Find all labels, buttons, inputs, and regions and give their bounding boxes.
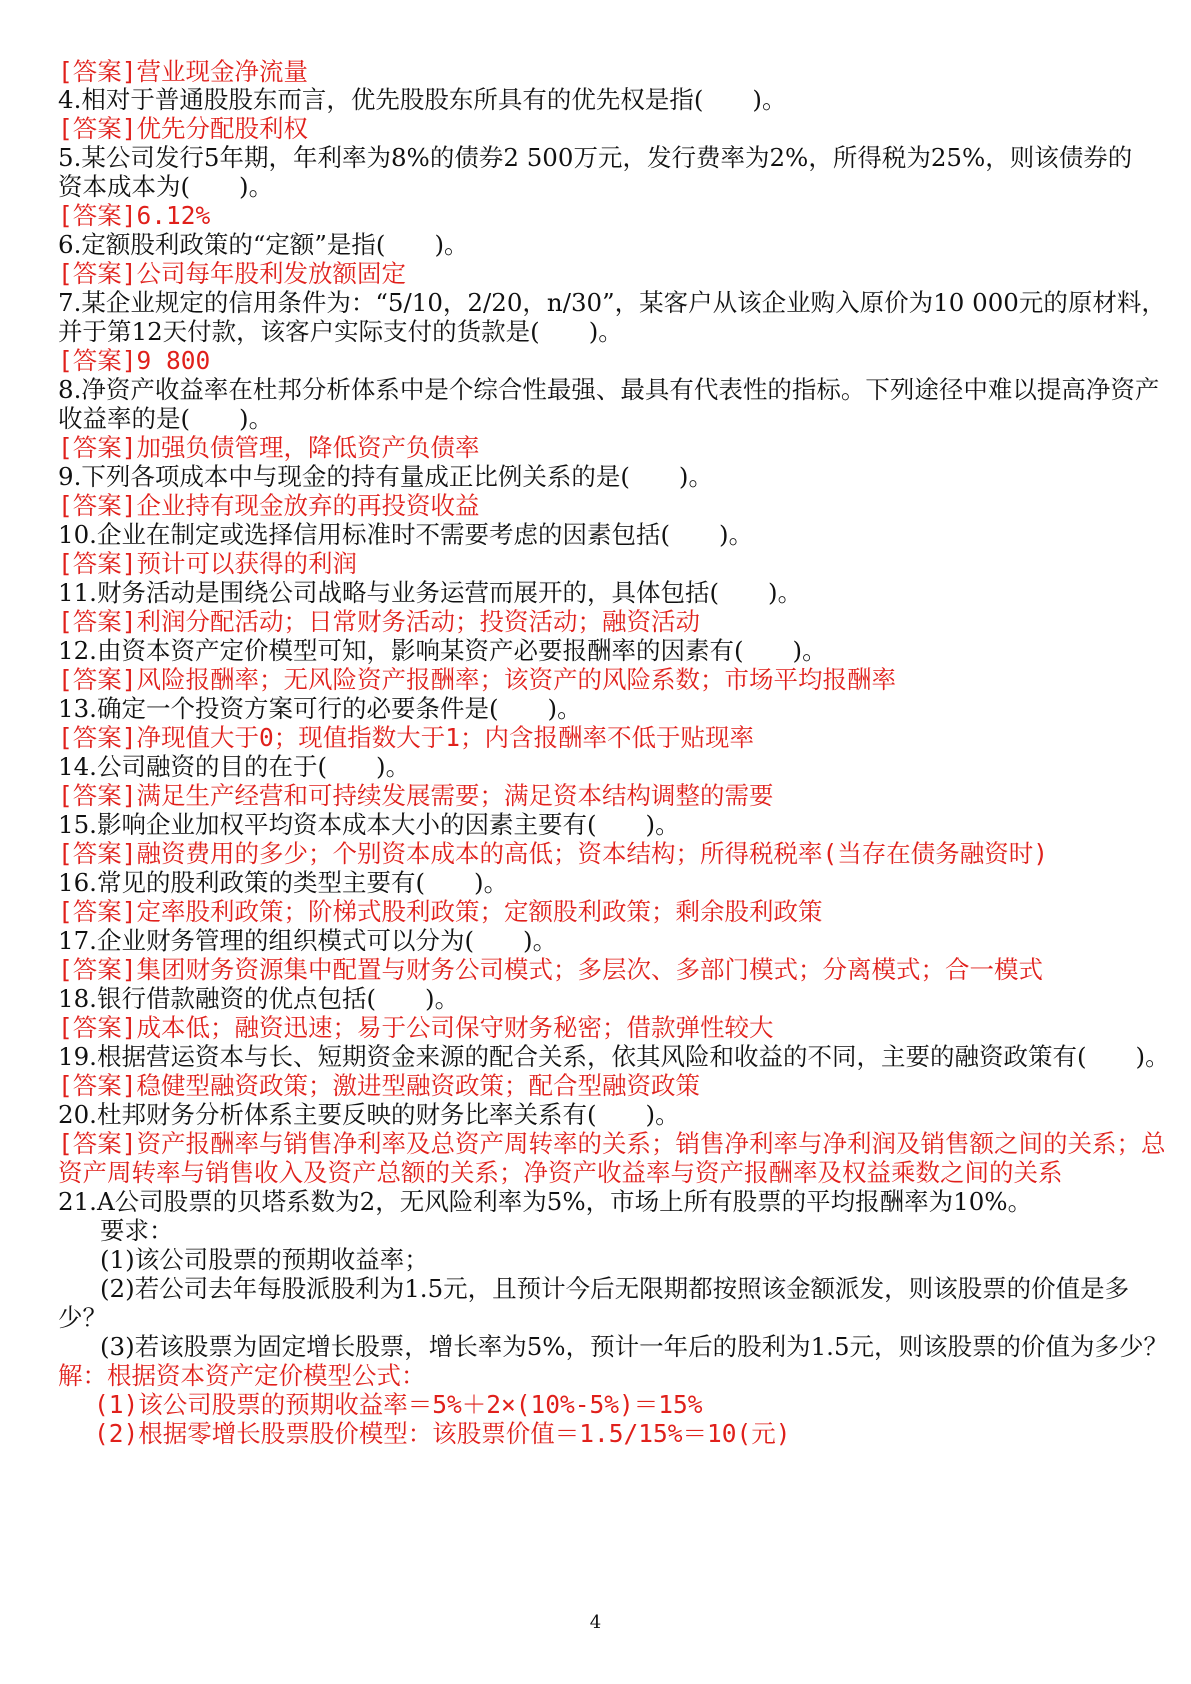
answer-line: [答案]稳健型融资政策；激进型融资政策；配合型融资政策 bbox=[58, 1071, 700, 1100]
answer-line: [答案]加强负债管理，降低资产负债率 bbox=[58, 433, 480, 462]
question-line: 资本成本为( )。 bbox=[58, 172, 274, 201]
question-line: 19.根据营运资本与长、短期资金来源的配合关系，依其风险和收益的不同，主要的融资政策有( )。 bbox=[58, 1042, 1170, 1071]
question-line: 13.确定一个投资方案可行的必要条件是( )。 bbox=[58, 694, 582, 723]
answer-line: [答案]公司每年股利发放额固定 bbox=[58, 259, 406, 288]
answer-line: [答案]企业持有现金放弃的再投资收益 bbox=[58, 491, 480, 520]
question-line: 15.影响企业加权平均资本成本大小的因素主要有( )。 bbox=[58, 810, 680, 839]
question-line: 8.净资产收益率在杜邦分析体系中是个综合性最强、最具有代表性的指标。下列途径中难以提高净资产 bbox=[58, 375, 1160, 404]
question-line: 9.下列各项成本中与现金的持有量成正比例关系的是( )。 bbox=[58, 462, 713, 491]
answer-line: [答案]融资费用的多少；个别资本成本的高低；资本结构；所得税税率(当存在债务融资时) bbox=[58, 839, 1048, 868]
question-line: 5.某公司发行5年期，年利率为8%的债券2 500万元，发行费率为2%，所得税为25%，则该债券的 bbox=[58, 143, 1133, 172]
answer-line: [答案]定率股利政策；阶梯式股利政策；定额股利政策；剩余股利政策 bbox=[58, 897, 823, 926]
answer-line: [答案]净现值大于0；现值指数大于1；内含报酬率不低于贴现率 bbox=[58, 723, 754, 752]
question-line: 并于第12天付款，该客户实际支付的货款是( )。 bbox=[58, 317, 623, 346]
answer-line: [答案]预计可以获得的利润 bbox=[58, 549, 357, 578]
solution-line: 解：根据资本资产定价模型公式： bbox=[58, 1361, 426, 1390]
question-line: 18.银行借款融资的优点包括( )。 bbox=[58, 984, 460, 1013]
answer-line: [答案]满足生产经营和可持续发展需要；满足资本结构调整的需要 bbox=[58, 781, 774, 810]
question-line: 10.企业在制定或选择信用标准时不需要考虑的因素包括( )。 bbox=[58, 520, 754, 549]
question-line: 11.财务活动是围绕公司战略与业务运营而展开的，具体包括( )。 bbox=[58, 578, 803, 607]
answer-line: [答案]营业现金净流量 bbox=[58, 57, 308, 86]
requirement-item: 少？ bbox=[58, 1303, 107, 1332]
answer-line: [答案]优先分配股利权 bbox=[58, 114, 308, 143]
answer-line: [答案]资产报酬率与销售净利率及总资产周转率的关系；销售净利率与净利润及销售额之间的关系；总 bbox=[58, 1129, 1166, 1158]
question-line: 6.定额股利政策的“定额”是指( )。 bbox=[58, 230, 469, 259]
solution-line: (2)根据零增长股票股价模型：该股票价值＝1.5/15%＝10(元) bbox=[94, 1419, 791, 1448]
answer-line: [答案]成本低；融资迅速；易于公司保守财务秘密；借款弹性较大 bbox=[58, 1013, 774, 1042]
requirement-item: (2)若公司去年每股派股利为1.5元，且预计今后无限期都按照该金额派发，则该股票的价值是多 bbox=[100, 1274, 1130, 1303]
requirement-item: (1)该公司股票的预期收益率； bbox=[100, 1245, 429, 1274]
question-line: 16.常见的股利政策的类型主要有( )。 bbox=[58, 868, 509, 897]
answer-line: 资产周转率与销售收入及资产总额的关系；净资产收益率与资产报酬率及权益乘数之间的关系 bbox=[58, 1158, 1063, 1187]
question-line: 收益率的是( )。 bbox=[58, 404, 274, 433]
question-line: 21.A公司股票的贝塔系数为2，无风险利率为5%，市场上所有股票的平均报酬率为10%。 bbox=[58, 1187, 1033, 1216]
answer-line: [答案]利润分配活动；日常财务活动；投资活动；融资活动 bbox=[58, 607, 700, 636]
question-line: 20.杜邦财务分析体系主要反映的财务比率关系有( )。 bbox=[58, 1100, 680, 1129]
question-line: 4.相对于普通股股东而言，优先股股东所具有的优先权是指( )。 bbox=[58, 85, 787, 114]
question-line: 12.由资本资产定价模型可知，影响某资产必要报酬率的因素有( )。 bbox=[58, 636, 827, 665]
question-line: 7.某企业规定的信用条件为：“5/10，2/20，n/30”，某客户从该企业购入原价为10 000元的原材料， bbox=[58, 288, 1166, 317]
solution-line: (1)该公司股票的预期收益率＝5%＋2×(10%-5%)＝15% bbox=[94, 1390, 703, 1419]
requirement-item: (3)若该股票为固定增长股票，增长率为5%，预计一年后的股利为1.5元，则该股票的价值为多少？ bbox=[100, 1332, 1169, 1361]
answer-line: [答案]9 800 bbox=[58, 346, 211, 375]
answer-line: [答案]风险报酬率；无风险资产报酬率；该资产的风险系数；市场平均报酬率 bbox=[58, 665, 896, 694]
answer-line: [答案]6.12% bbox=[58, 201, 211, 230]
question-line: 14.公司融资的目的在于( )。 bbox=[58, 752, 411, 781]
page-number: 4 bbox=[589, 1612, 602, 1633]
requirement-label: 要求： bbox=[100, 1216, 174, 1245]
question-line: 17.企业财务管理的组织模式可以分为( )。 bbox=[58, 926, 558, 955]
answer-line: [答案]集团财务资源集中配置与财务公司模式；多层次、多部门模式；分离模式；合一模式 bbox=[58, 955, 1043, 984]
